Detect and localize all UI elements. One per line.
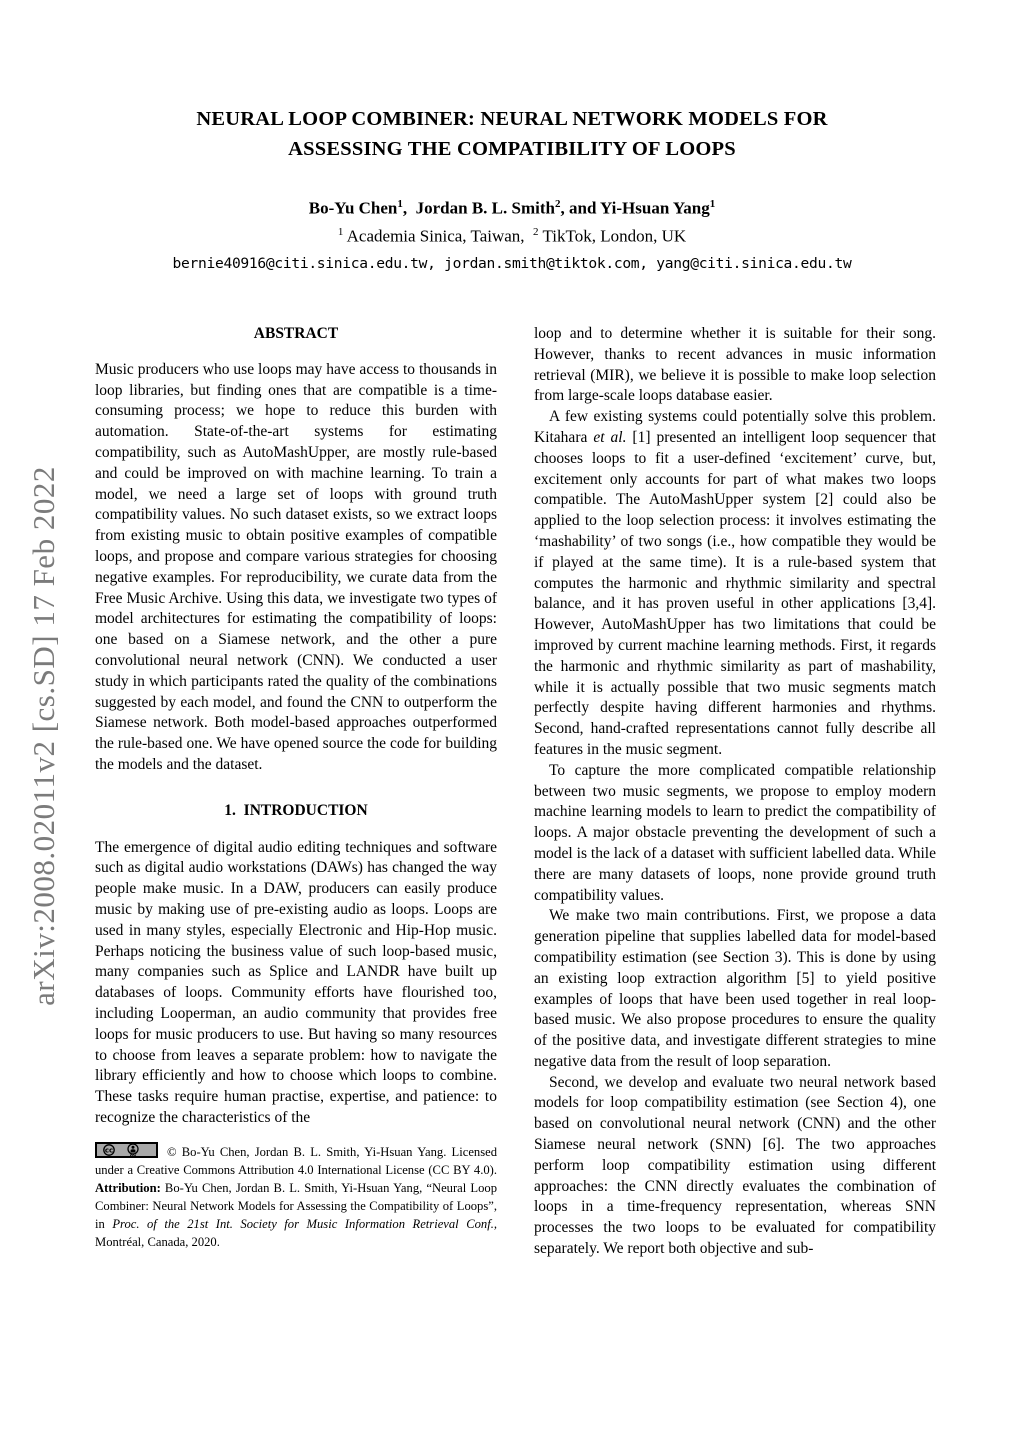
attribution-label: Attribution: [95,1180,165,1195]
abstract-paragraph: Music producers who use loops may have access to thousands in loop libraries, but finding ones that are compatible is a time-consuming process; we hope to reduce this burden with automation. State-of-the-art systems for estimating compatibility, such as AutoMashUpper, are mostly rule-based and could be improved on with machine learning. To train a model, we need a large set of loops with ground truth compatibility values. No such dataset exists, so we extract loops from existing music to obtain positive examples of compatible loops, and propose and compare various strategies for choosing negative examples. For reproducibility, we curate data from the Free Music Archive. Using this data, we investigate two types of model architectures for estimating the compatibility of loops: one based on a Siamese network, and the other a pure convolutional neural network (CNN). We conducted a user study in which participants rated the quality of the combinations suggested by each model, and found the CNN to outperform the Siamese network. Both model-based approaches outperformed the rule-based one. We have opened source the code for building the models and the dataset. [95,360,497,773]
affiliations-line [0,226,1024,247]
body-paragraph: We make two main contributions. First, we propose a data generation pipeline that supplies labelled data for model-based compatibility estimation (see Section 3). This is done by using an existing loop extraction algorithm [5] to yield positive examples of loops that have been used together in real loop-based music. We also propose procedures to ensure the quality of the positive data, and investigate different strategies to mine negative data from the result of loop separation. [534,907,936,1070]
footnote-text: Montréal, Canada, 2020. [95,1234,220,1249]
paragraph-text: A few existing systems could potentially solve this problem. Kitahara [534,408,936,446]
svg-text:BY: BY [129,1154,137,1159]
body-paragraph: loop and to determine whether it is suitable for their song. However, thanks to recent advances in music information retrieval (MIR), we believe it is possible to make loop selection from large-scale loops database easier. [534,325,936,405]
paper-header [0,104,1024,272]
footnote-text: Bo-Yu Chen, Jordan B. L. Smith, Yi-Hsuan Yang, “Neural Loop Combiner: Neural Network Models for Assessing the Compatibility of Loops”, in [95,1180,497,1231]
introduction-heading: 1. INTRODUCTION [224,801,368,819]
affil-mark: 1 [337,225,344,238]
paper-title-line2: ASSESSING THE COMPATIBILITY OF LOOPS [288,138,736,160]
affil-mark: 2 [533,225,539,238]
body-paragraph: Second, we develop and evaluate two neural network based models for loop compatibility estimation (see Section 4), one based on convolutional neural network (CNN) and the other Siamese neural network (SNN) [6]. The two approaches perform loop compatibility estimation using different approaches: the CNN directly evaluates the combination of loops in a time-frequency representation, whereas SNN processes the two loops to be evaluated for compatibility separately. We report both objective and sub- [534,1073,936,1258]
footnote-text: © Bo-Yu Chen, Jordan B. L. Smith, Yi-Hsuan Yang. Licensed under a Creative Commons Attribution 4.0 International License (CC BY 4.0). [95,1144,497,1177]
cc-by-badge-icon [95,1142,159,1159]
right-column [534,324,936,1260]
author-separator: , and [560,198,601,218]
intro-paragraph: The emergence of digital audio editing techniques and software such as digital audio workstations (DAWs) has changed the way people make music. In a DAW, producers can easily produce music by making use of pre-existing audio as loops. Loops are used in many styles, especially Electronic and Hip-Hop music. Perhaps noticing the business value of such loop-based music, many companies such as Splice and LANDR have built up databases of loops. Community efforts have flourished too, including Looperman, an audio community that provides free loops for music producers to use. But having so many resources to choose from leaves a separate problem: how to navigate the library efficiently and how to choose which loops to combine. These tasks require human practise, expertise, and patience: to recognize the characteristics of the [95,838,497,1126]
footnote-citation-venue: Proc. of the 21st Int. Society for Music Information Retrieval Conf., [112,1216,497,1231]
affil-text: Academia Sinica, Taiwan, [343,226,534,246]
author-affil-mark: 1 [709,198,716,210]
body-paragraph [534,407,936,761]
left-column [95,324,497,1260]
body-paragraph: To capture the more complicated compatible relationship between two music segments, we propose to employ modern machine learning models to learn to predict the compatibility of loops. A major obstacle preventing the development of such a model is the lack of a dataset with sufficient labelled data. While there are many datasets of loops, none provide ground truth compatibility values. [534,761,936,904]
author-affil-mark: 2 [554,198,561,210]
svg-text:cc: cc [104,1145,114,1154]
author-affil-mark: 1 [397,198,403,210]
author-separator: , [402,198,416,218]
two-column-body [95,324,936,1260]
authors-line [0,198,1024,219]
authors-emails: bernie40916@citi.sinica.edu.tw, jordan.smith@tiktok.com, yang@citi.sinica.edu.tw [172,255,852,273]
et-al-italic: et al. [593,428,627,446]
paragraph-text: [1] presented an intelligent loop sequencer that chooses loops to fit a user-defined ‘excitement’ curve, but, excitement only accounts for part of what makes two loops compatible. The AutoMashUpper system [2] could also be applied to the loop selection process: it involves estimating the ‘mashability’ of two songs (i.e., how compatible they would be if played at the same time). It is a rule-based system that computes the harmonic and rhythmic similarity and spectral balance, and it has proven useful in other applications [3,4]. However, AutoMashUpper has two limitations that could be improved by current machine learning methods. First, it regards the harmonic and rhythmic similarity as part of mashability, while it is actually possible that two music segments match perfectly despite having different harmonies and rhythms. Second, hand-crafted representations cannot fully describe all features in the music segment. [534,428,937,758]
author-name: Bo-Yu Chen [308,198,398,218]
author-name: Yi-Hsuan Yang [600,198,710,218]
arxiv-watermark: arXiv:2008.02011v2 [cs.SD] 17 Feb 2022 [26,466,61,1006]
license-footnote [95,1142,497,1251]
abstract-heading: ABSTRACT [253,325,339,342]
author-name: Jordan B. L. Smith [415,198,555,218]
paper-title-line1: NEURAL LOOP COMBINER: NEURAL NETWORK MODELS FOR [196,108,828,130]
paper-title [0,104,1024,164]
affil-text: TikTok, London, UK [538,226,687,246]
